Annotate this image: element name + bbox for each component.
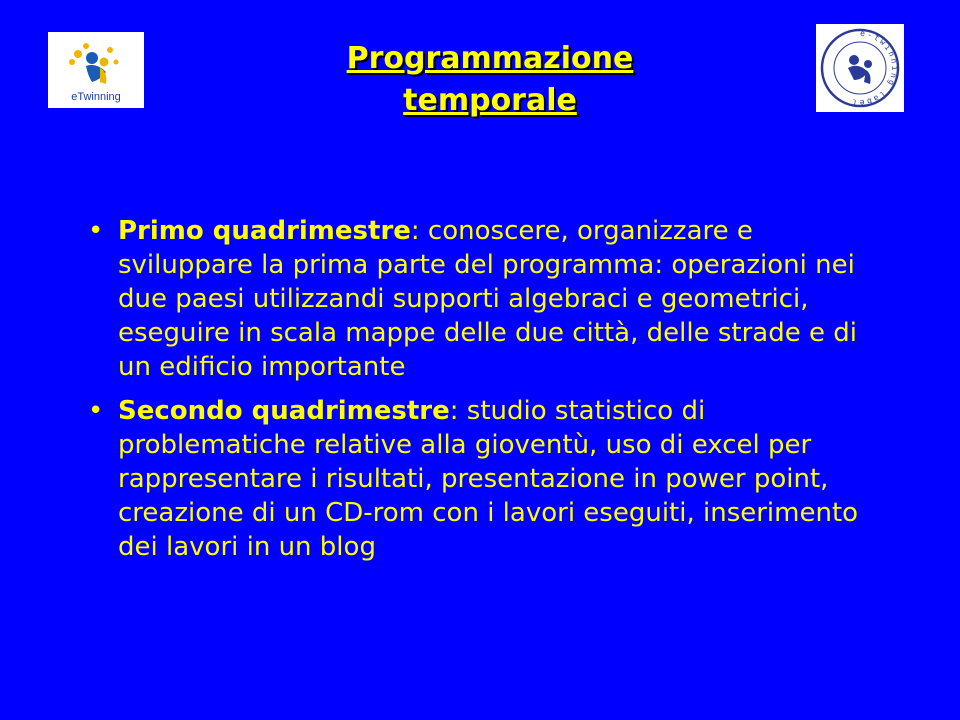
title-line-1: Programmazione xyxy=(346,41,634,76)
bullet-term: Primo quadrimestre xyxy=(118,216,411,246)
etwinning-figure-icon xyxy=(48,32,144,108)
page-title xyxy=(200,38,780,122)
etwinning-label-seal xyxy=(816,24,904,112)
seal-ring-text: e-twinning label xyxy=(849,28,900,108)
bullet-icon: • xyxy=(88,396,104,426)
etwinning-logo xyxy=(48,32,144,108)
bullet-item-secondo xyxy=(88,394,888,564)
etwinning-caption: eTwinning xyxy=(71,91,121,103)
seal-icon xyxy=(816,24,904,112)
bullet-icon: • xyxy=(88,216,104,246)
bullet-item-primo xyxy=(88,214,888,384)
title-line-2: temporale xyxy=(403,83,577,118)
bullet-text: : studio statistico di problematiche relative alla gioventù, uso di excel per rappresentare i risultati, presentazione in power point, creazione di un CD-rom con i lavori eseguiti, inserimento dei lavori in un blog xyxy=(118,396,859,562)
bullet-list xyxy=(88,214,888,574)
bullet-text: : conoscere, organizzare e sviluppare la prima parte del programma: operazioni nei due paesi utilizzandi supporti algebraci e geometrici, eseguire in scala mappe delle due città, delle strade e di un edificio importante xyxy=(118,216,857,382)
bullet-term: Secondo quadrimestre xyxy=(118,396,450,426)
